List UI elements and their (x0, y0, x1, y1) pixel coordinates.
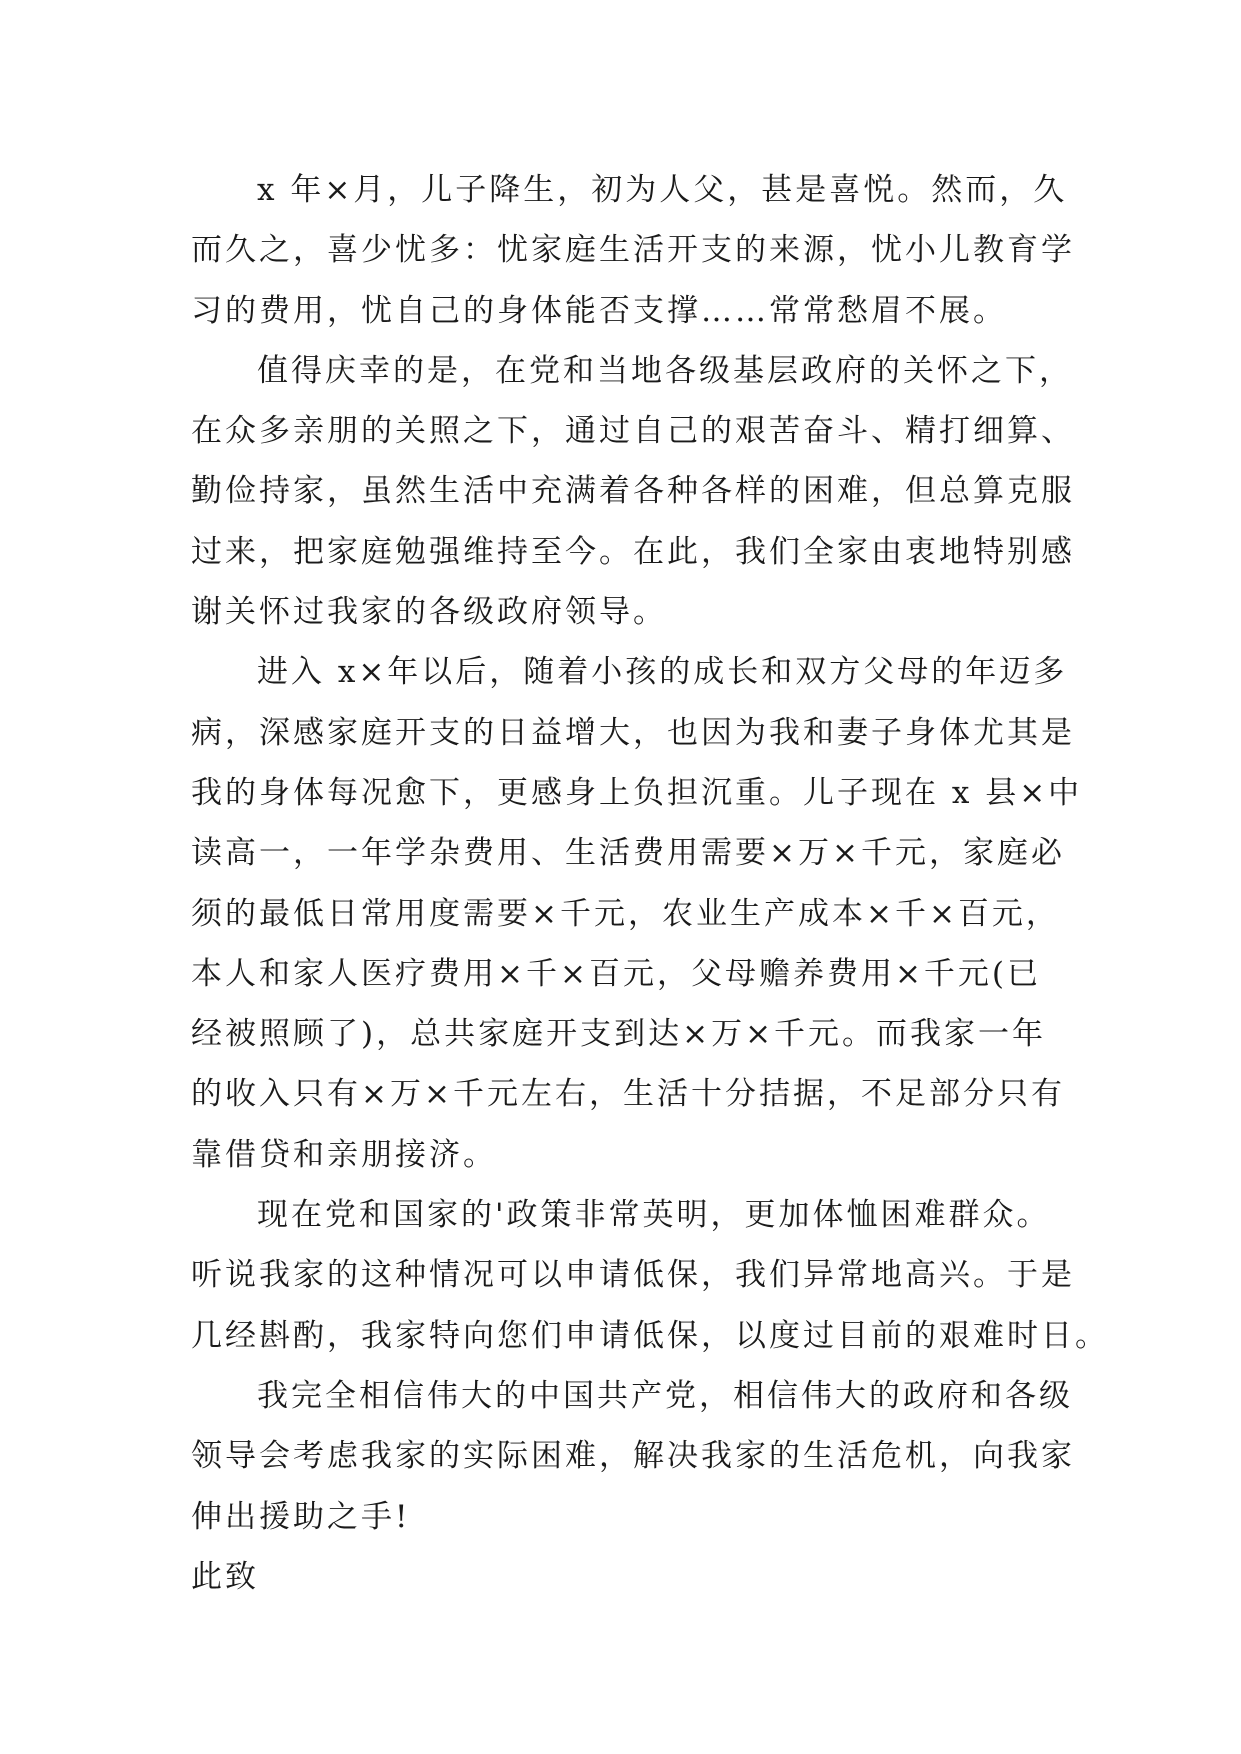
paragraph-line: 在众多亲朋的关照之下，通过自己的艰苦奋斗、精打细算、 (191, 413, 1075, 450)
paragraph-line: 进入 x×年以后，随着小孩的成长和双方父母的年迈多 (257, 654, 1068, 691)
paragraph-line: 本人和家人医疗费用×千×百元，父母赡养费用×千元(已 (191, 955, 1042, 992)
paragraph-line: 靠借贷和亲朋接济。 (191, 1136, 497, 1173)
paragraph-line: 现在党和国家的'政策非常英明，更加体恤困难群众。 (257, 1197, 1051, 1234)
paragraph-line: 须的最低日常用度需要×千元，农业生产成本×千×百元， (191, 895, 1060, 932)
paragraph-5 (191, 1366, 1075, 1547)
paragraph-line: 伸出援助之手! (191, 1498, 411, 1535)
paragraph-4 (191, 1185, 1109, 1366)
paragraph-3 (191, 642, 1083, 1185)
paragraph-2 (191, 341, 1075, 642)
letter-body (191, 160, 1109, 1607)
paragraph-line: 我完全相信伟大的中国共产党，相信伟大的政府和各级 (257, 1377, 1073, 1414)
paragraph-line: 读高一，一年学杂费用、生活费用需要×万×千元，家庭必 (191, 835, 1065, 872)
paragraph-line: 病，深感家庭开支的日益增大，也因为我和妻子身体尤其是 (191, 714, 1075, 751)
paragraph-line: 听说我家的这种情况可以申请低保，我们异常地高兴。于是 (191, 1257, 1075, 1294)
paragraph-line: 几经斟酌，我家特向您们申请低保，以度过目前的艰难时日。 (191, 1317, 1109, 1354)
paragraph-line: 领导会考虑我家的实际困难，解决我家的生活危机，向我家 (191, 1438, 1075, 1475)
paragraph-line: 习的费用，忧自己的身体能否支撑……常常愁眉不展。 (191, 292, 1007, 329)
paragraph-1 (191, 160, 1075, 341)
paragraph-line: 的收入只有×万×千元左右，生活十分拮据，不足部分只有 (191, 1076, 1065, 1113)
paragraph-line: 而久之，喜少忧多：忧家庭生活开支的来源，忧小儿教育学 (191, 232, 1075, 269)
paragraph-line: x 年×月，儿子降生，初为人父，甚是喜悦。然而，久 (257, 172, 1068, 208)
closing-salutation: 此致 (191, 1558, 259, 1595)
paragraph-line: 勤俭持家，虽然生活中充满着各种各样的困难，但总算克服 (191, 473, 1075, 510)
paragraph-line: 我的身体每况愈下，更感身上负担沉重。儿子现在 x 县×中 (191, 774, 1083, 811)
paragraph-line: 经被照顾了)，总共家庭开支到达×万×千元。而我家一年 (191, 1016, 1047, 1053)
paragraph-line: 过来，把家庭勉强维持至今。在此，我们全家由衷地特别感 (191, 533, 1075, 570)
paragraph-line: 谢关怀过我家的各级政府领导。 (191, 594, 667, 631)
paragraph-line: 值得庆幸的是，在党和当地各级基层政府的关怀之下， (257, 352, 1073, 389)
